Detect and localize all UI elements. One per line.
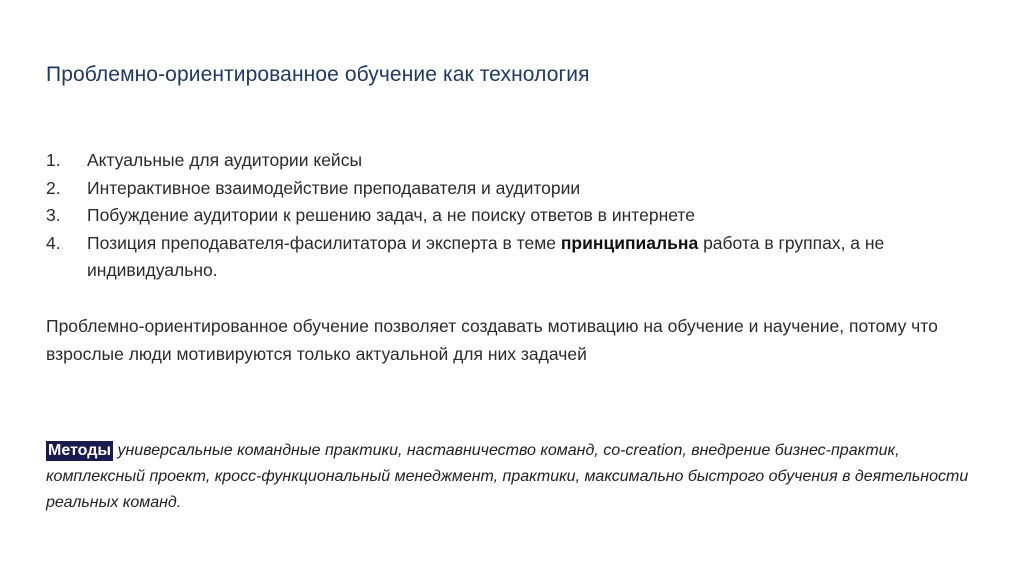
list-item-text-after: работа в группах, а не индивидуально. xyxy=(87,232,885,280)
list-item-text: Актуальные для аудитории кейсы xyxy=(87,150,363,170)
list-item xyxy=(46,147,946,175)
methods-label: Методы xyxy=(48,442,112,459)
list-item-number: 1. xyxy=(46,150,61,170)
list-item-text-before: Позиция преподавателя-фасилитатора и эксперта в теме xyxy=(87,232,561,253)
slide-title: Проблемно-ориентированное обучение как технология xyxy=(46,63,590,86)
list-item-number: 4. xyxy=(46,232,61,253)
methods-block xyxy=(46,438,976,516)
methods-text: универсальные командные практики, наставничество команд, co-creation, внедрение бизнес-практик, комплексный проект, кросс-функциональный менеджмент, практики, максимально быстрого обучения в деятельности реальных команд. xyxy=(46,442,969,511)
list-item-text xyxy=(87,230,946,285)
list-item xyxy=(46,202,946,230)
summary-paragraph: Проблемно-ориентированное обучение позволяет создавать мотивацию на обучение и научение, потому что взрослые люди мотивируются только актуальной для них задачей xyxy=(46,316,938,364)
list-item xyxy=(46,230,946,285)
list-item-number: 3. xyxy=(46,205,61,225)
list-item-text: Интерактивное взаимодействие преподавателя и аудитории xyxy=(87,177,581,198)
list-item-emphasis: принципиальна xyxy=(560,232,699,253)
list-item-text: Побуждение аудитории к решению задач, а не поиску ответов в интернете xyxy=(87,205,695,225)
list-item xyxy=(46,175,946,203)
numbered-list xyxy=(46,147,946,285)
list-item-number: 2. xyxy=(46,177,61,198)
